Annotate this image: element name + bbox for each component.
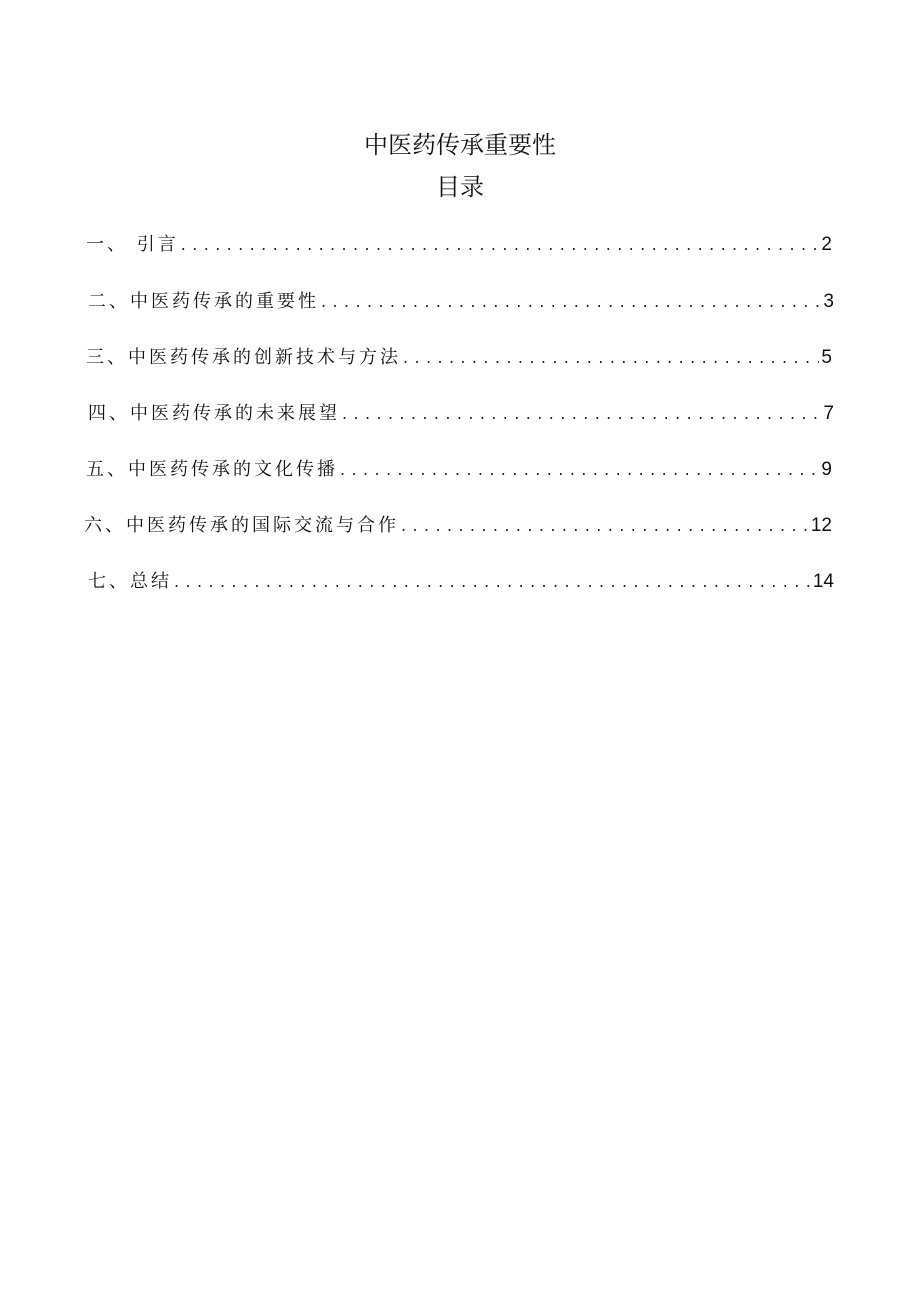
- toc-entry-2[interactable]: [88, 287, 834, 317]
- toc-heading: 目录: [436, 173, 484, 201]
- toc-entry-1[interactable]: [86, 230, 832, 260]
- toc-dot-leader: [174, 567, 811, 597]
- toc-dot-leader: [181, 230, 820, 260]
- toc-dot-leader: [340, 455, 819, 485]
- toc-entry-label: 六、中医药传承的国际交流与合作: [84, 515, 399, 536]
- toc-entry-5[interactable]: [86, 455, 832, 485]
- toc-entry-page: 3: [823, 291, 834, 312]
- toc-entry-6[interactable]: [84, 511, 832, 541]
- toc-entry-page: 5: [821, 347, 832, 368]
- document-title: 中医药传承重要性: [364, 131, 556, 159]
- toc-dot-leader: [321, 287, 821, 317]
- toc-entry-page: 12: [810, 515, 832, 536]
- toc-dot-leader: [342, 399, 821, 429]
- toc-entry-7[interactable]: [88, 567, 834, 597]
- toc-entry-label: 三、中医药传承的创新技术与方法: [86, 347, 401, 368]
- toc-entry-page: 9: [821, 459, 832, 480]
- toc-entry-page: 2: [821, 234, 832, 255]
- toc-entry-label: 七、总结: [88, 571, 172, 592]
- toc-entry-page: 14: [812, 571, 834, 592]
- toc-entry-label: 四、中医药传承的未来展望: [88, 403, 340, 424]
- toc-entry-4[interactable]: [88, 399, 834, 429]
- toc-entry-page: 7: [823, 403, 834, 424]
- toc-entry-label: 二、中医药传承的重要性: [88, 291, 319, 312]
- toc-entry-label: 一、 引言: [86, 234, 179, 255]
- toc-entry-label: 五、中医药传承的文化传播: [86, 459, 338, 480]
- toc-dot-leader: [403, 343, 819, 373]
- toc-dot-leader: [401, 511, 809, 541]
- toc-entry-3[interactable]: [86, 343, 832, 373]
